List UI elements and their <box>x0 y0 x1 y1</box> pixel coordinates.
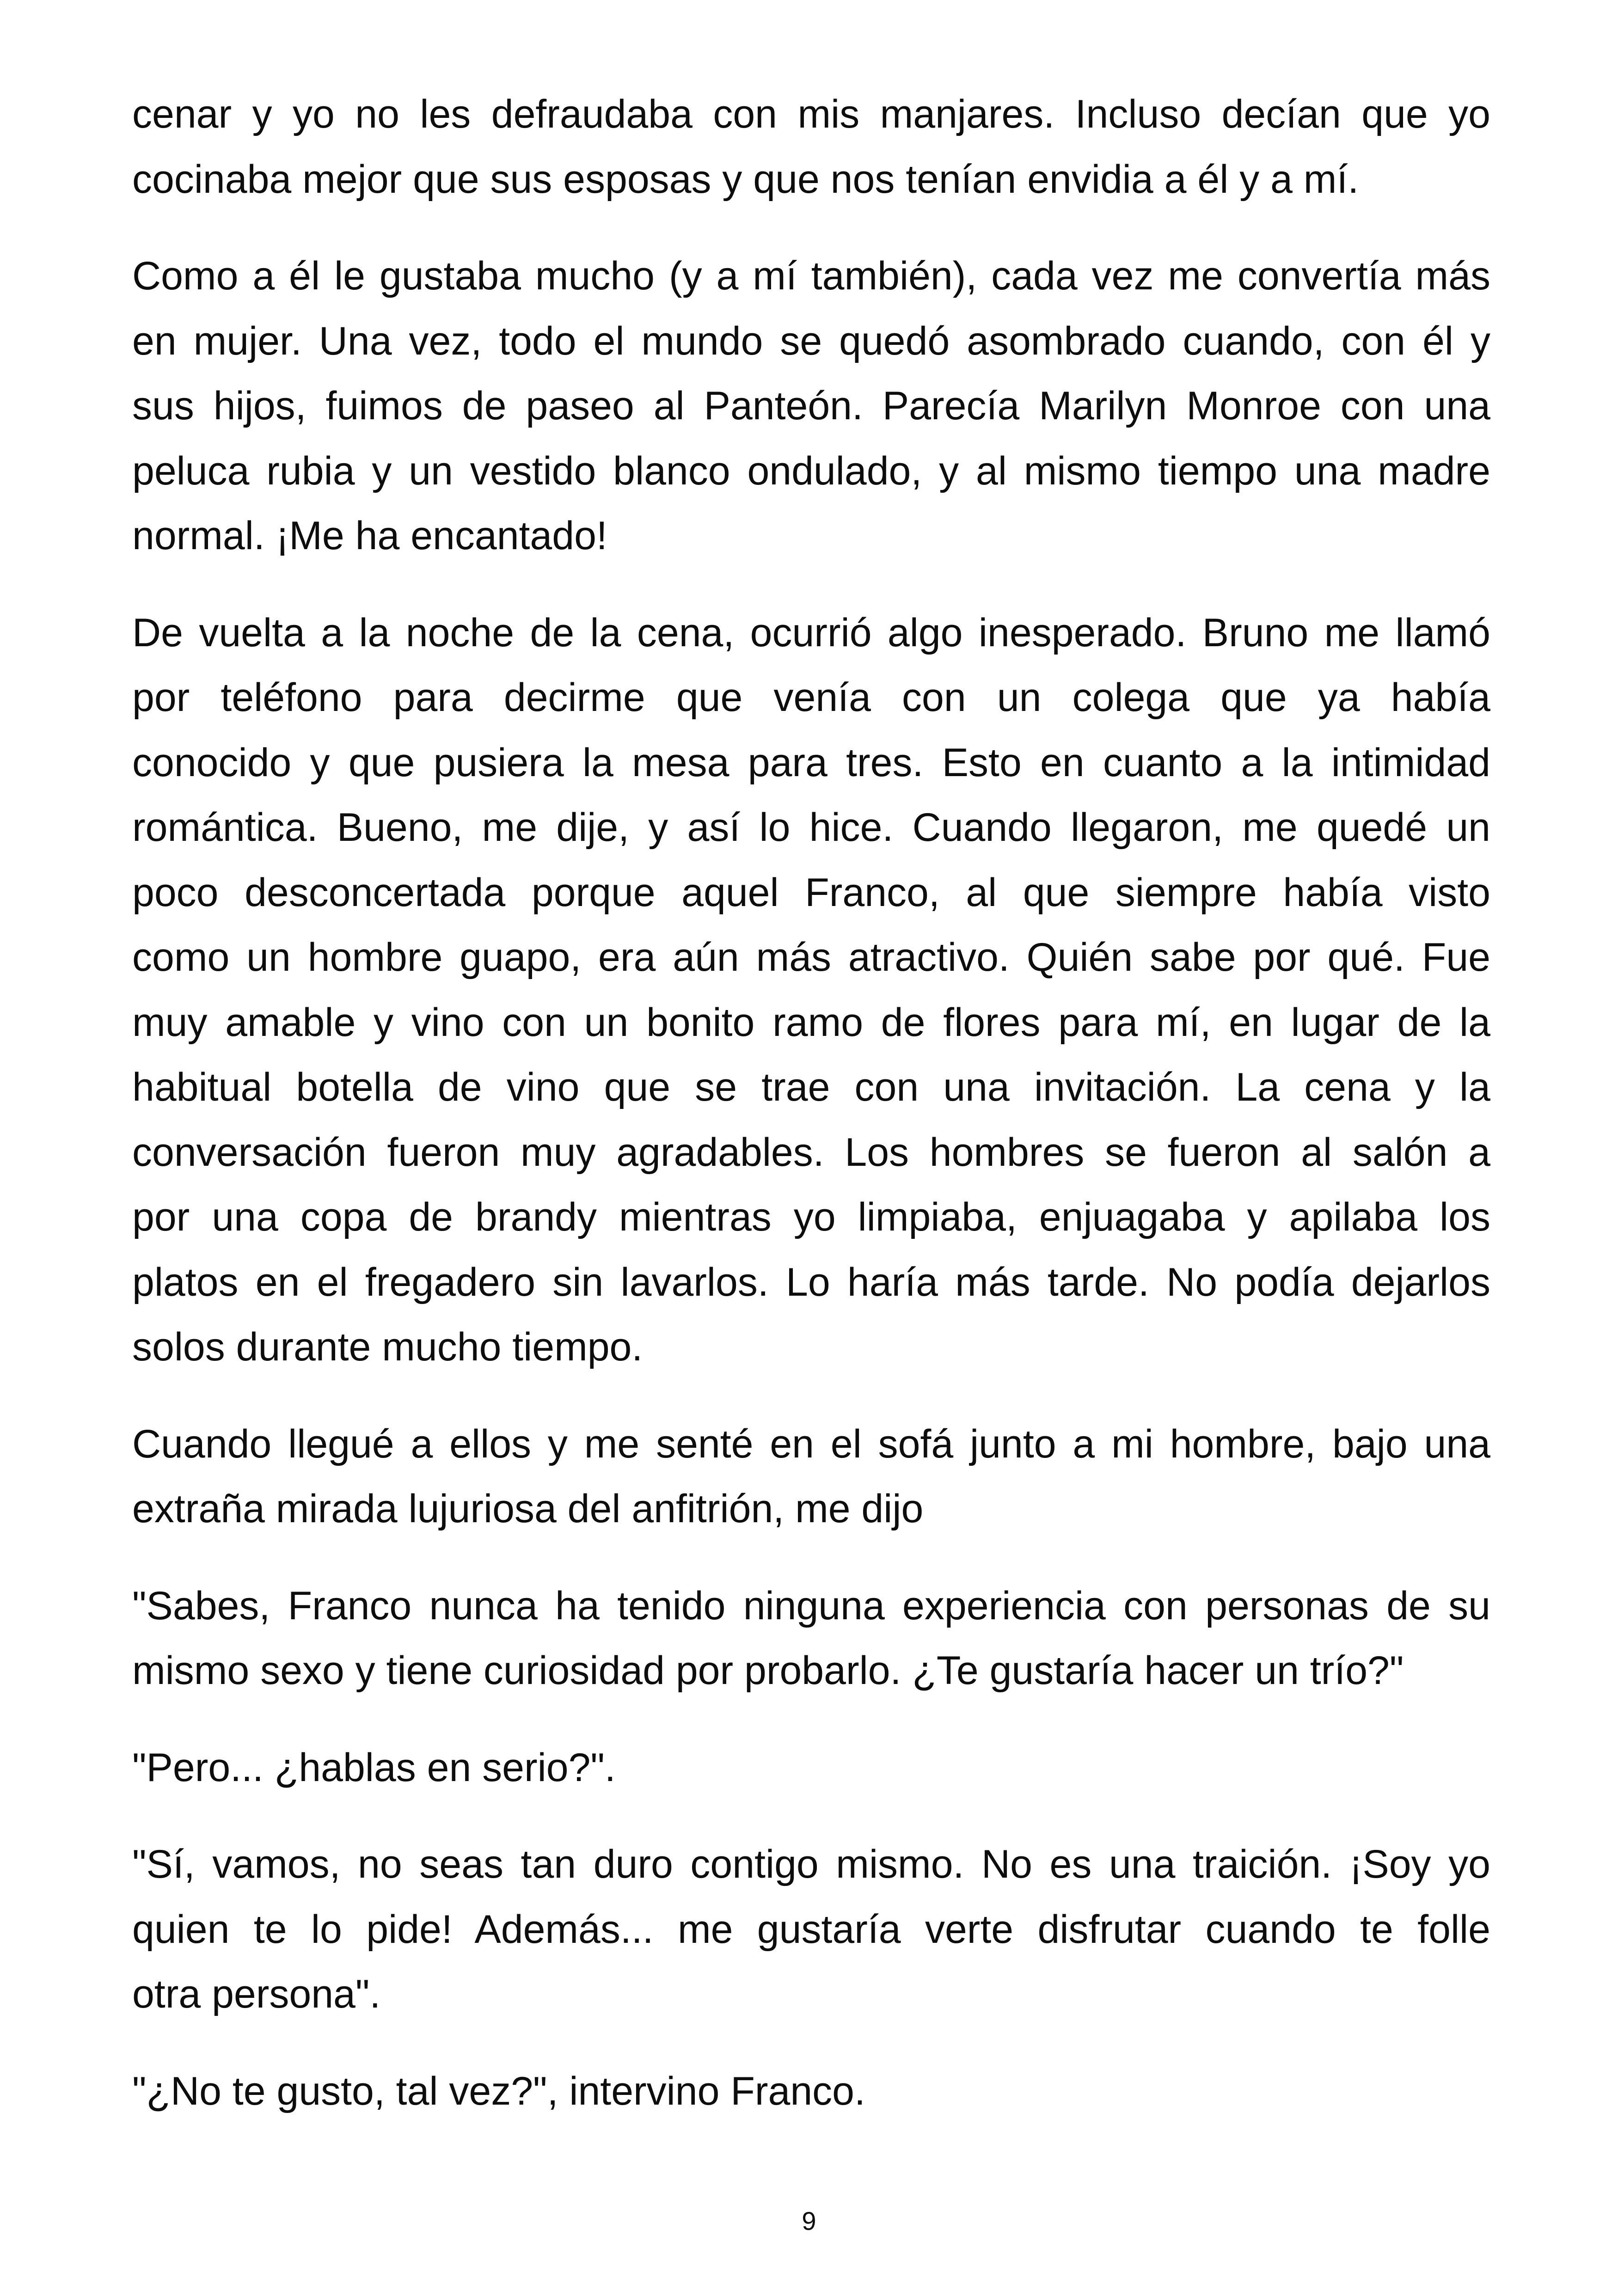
text-line: quien te lo pide! Además... me gustaría verte disfrutar cuando te folle <box>132 1907 1490 1952</box>
text-line: muy amable y vino con un bonito ramo de flores para mí, en lugar de la <box>132 1000 1490 1045</box>
paragraph <box>132 2059 1490 2124</box>
text-line: cocinaba mejor que sus esposas y que nos tenían envidia a él y a mí. <box>132 157 1359 202</box>
text-line: "¿No te gusto, tal vez?", intervino Franco. <box>132 2069 865 2113</box>
paragraph <box>132 600 1490 1380</box>
paragraph <box>132 1412 1490 1542</box>
text-line: habitual botella de vino que se trae con una invitación. La cena y la <box>132 1065 1490 1109</box>
text-line: peluca rubia y un vestido blanco ondulado, y al mismo tiempo una madre <box>132 448 1490 493</box>
text-line: poco desconcertada porque aquel Franco, al que siempre había visto <box>132 870 1490 915</box>
text-line: por una copa de brandy mientras yo limpiaba, enjuagaba y apilaba los <box>132 1195 1490 1239</box>
text-line: como un hombre guapo, era aún más atractivo. Quién sabe por qué. Fue <box>132 935 1490 980</box>
text-line: otra persona". <box>132 1972 381 2016</box>
text-line: solos durante mucho tiempo. <box>132 1325 643 1369</box>
text-line: "Pero... ¿hablas en serio?". <box>132 1745 616 1790</box>
text-line: por teléfono para decirme que venía con un colega que ya había <box>132 675 1490 720</box>
paragraph <box>132 1832 1490 2027</box>
text-line: conversación fueron muy agradables. Los hombres se fueron al salón a <box>132 1130 1490 1175</box>
paragraph <box>132 82 1490 212</box>
text-line: De vuelta a la noche de la cena, ocurrió algo inesperado. Bruno me llamó <box>132 610 1490 655</box>
text-line: platos en el fregadero sin lavarlos. Lo haría más tarde. No podía dejarlos <box>132 1260 1490 1304</box>
text-line: Cuando llegué a ellos y me senté en el sofá junto a mi hombre, bajo una <box>132 1421 1490 1466</box>
paragraph <box>132 1574 1490 1703</box>
text-line: conocido y que pusiera la mesa para tres. Esto en cuanto a la intimidad <box>132 740 1490 785</box>
paragraph <box>132 244 1490 569</box>
text-line: normal. ¡Me ha encantado! <box>132 514 607 558</box>
text-line: Como a él le gustaba mucho (y a mí también), cada vez me convertía más <box>132 254 1490 298</box>
text-line: extraña mirada lujuriosa del anfitrión, me dijo <box>132 1487 924 1531</box>
text-line: sus hijos, fuimos de paseo al Panteón. Parecía Marilyn Monroe con una <box>132 384 1490 428</box>
text-line: "Sabes, Franco nunca ha tenido ninguna experiencia con personas de su <box>132 1583 1490 1628</box>
page-number: 9 <box>802 2206 816 2235</box>
text-line: romántica. Bueno, me dije, y así lo hice. Cuando llegaron, me quedé un <box>132 805 1490 850</box>
body-text <box>132 82 1490 2155</box>
text-line: "Sí, vamos, no seas tan duro contigo mismo. No es una traición. ¡Soy yo <box>132 1842 1490 1886</box>
paragraph <box>132 1735 1490 1800</box>
text-line: en mujer. Una vez, todo el mundo se quedó asombrado cuando, con él y <box>132 318 1490 363</box>
text-line: cenar y yo no les defraudaba con mis manjares. Incluso decían que yo <box>132 92 1490 136</box>
text-line: mismo sexo y tiene curiosidad por probarlo. ¿Te gustaría hacer un trío?" <box>132 1648 1404 1693</box>
